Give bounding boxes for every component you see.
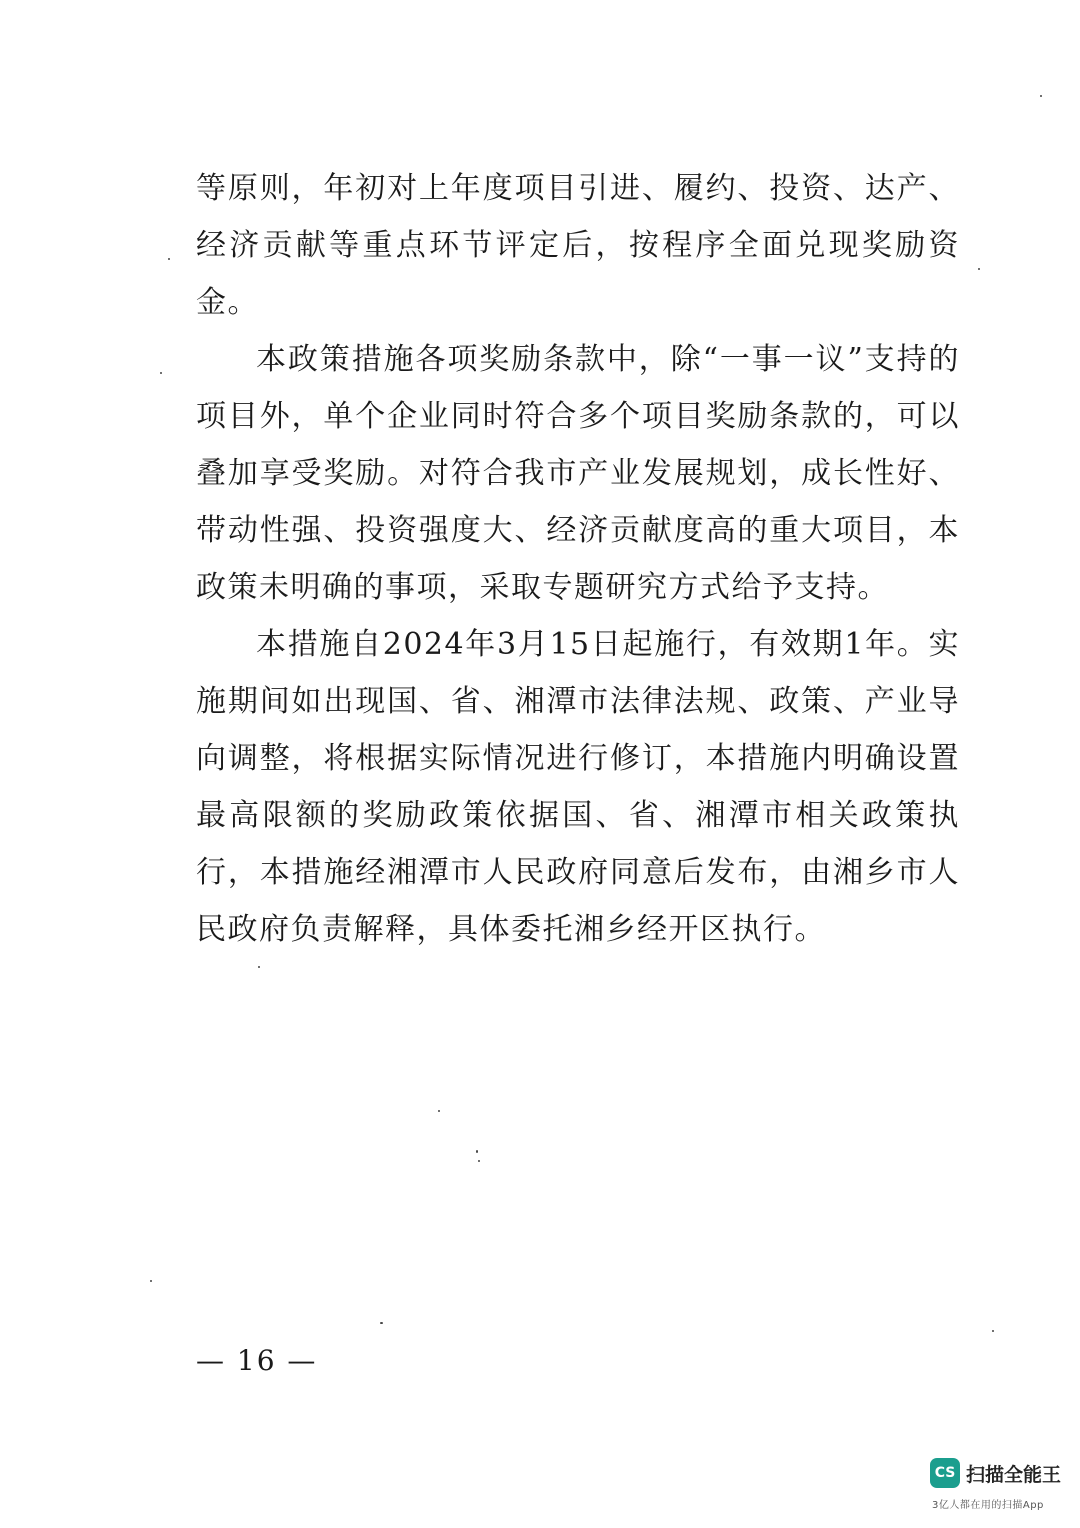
scan-speck: [978, 268, 980, 270]
scan-speck: [160, 372, 162, 374]
scan-speck: [438, 1110, 440, 1112]
scan-speck: [476, 1150, 478, 1153]
scan-speck: [992, 1330, 994, 1332]
paragraph-3: 本措施自2024年3月15日起施行，有效期1年。实施期间如出现国、省、湘潭市法律法规、政策、产业导向调整，将根据实际情况进行修订，本措施内明确设置最高限额的奖励政策依据国、省、湘潭市相关政策执行，本措施经湘潭市人民政府同意后发布，由湘乡市人民政府负责解释，具体委托湘乡经开区执行。: [196, 627, 960, 947]
scan-speck: [258, 966, 260, 968]
page-number: — 16 —: [196, 1344, 318, 1377]
paragraph-2: 本政策措施各项奖励条款中，除“一事一议”支持的项目外，单个企业同时符合多个项目奖励条款的，可以叠加享受奖励。对符合我市产业发展规划，成长性好、带动性强、投资强度大、经济贡献度高的重大项目，本政策未明确的事项，采取专题研究方式给予支持。: [196, 342, 960, 605]
scanner-watermark: [930, 1458, 1070, 1518]
scanner-app-slogan: 3亿人都在用的扫描App: [932, 1500, 1044, 1511]
scan-speck: [168, 258, 170, 260]
document-body: [196, 160, 960, 958]
scan-speck: [478, 1160, 480, 1162]
scan-speck: [1040, 95, 1042, 97]
scanner-app-name: 扫描全能王: [966, 1464, 1062, 1486]
scan-speck: [380, 1322, 383, 1324]
scan-speck: [150, 1280, 152, 1282]
scanner-logo-icon: CS: [930, 1458, 960, 1488]
paragraph-1: 等原则，年初对上年度项目引进、履约、投资、达产、经济贡献等重点环节评定后，按程序全面兑现奖励资金。: [196, 171, 960, 320]
